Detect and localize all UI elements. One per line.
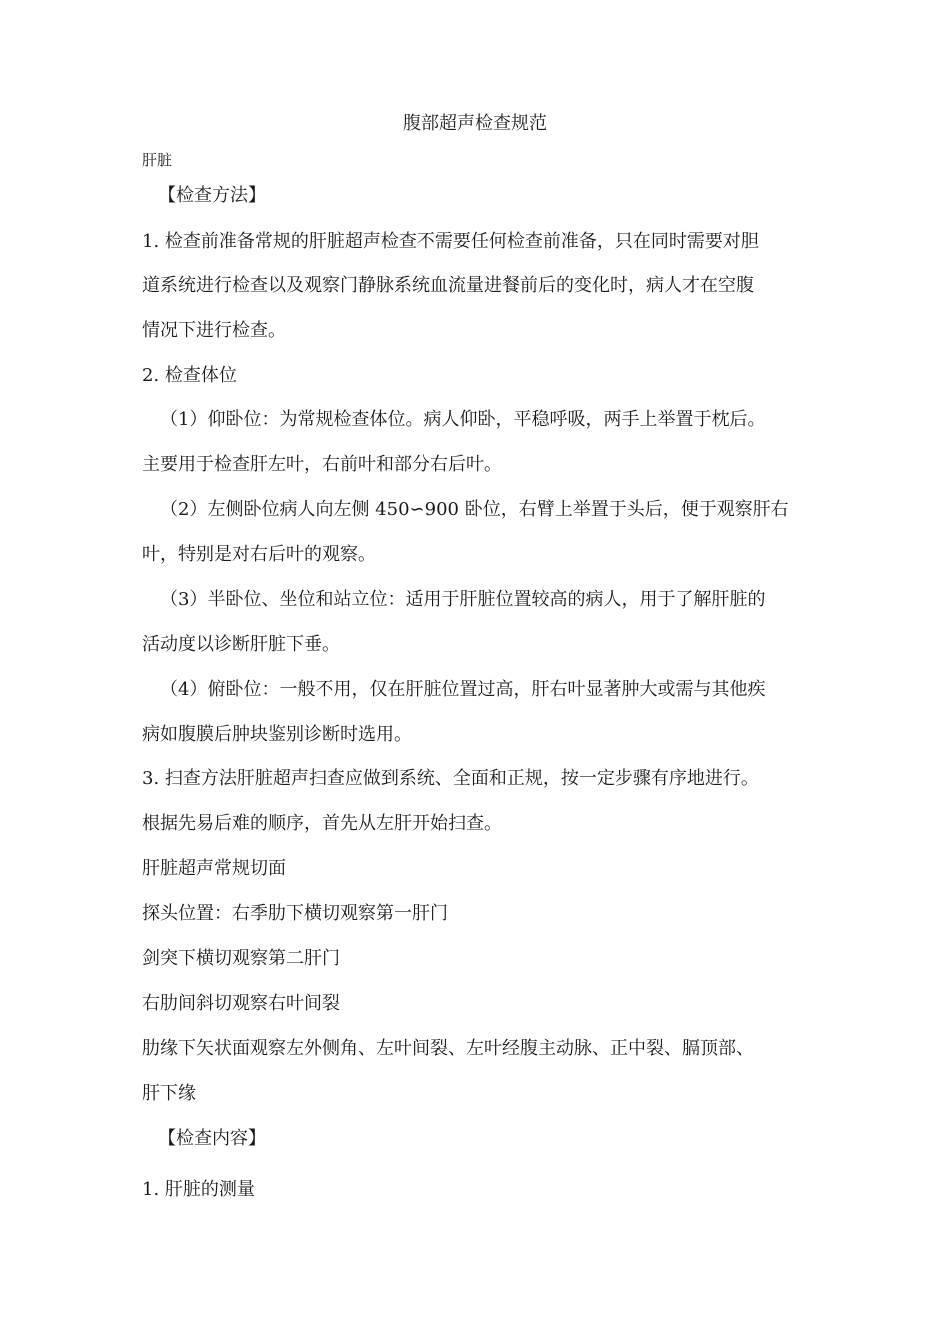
paragraph-line: 1. 检查前准备常规的肝脏超声检查不需要任何检查前准备，只在同时需要对胆 [142, 231, 759, 252]
paragraph-line: 道系统进行检查以及观察门静脉系统血流量进餐前后的变化时，病人才在空腹 [142, 275, 754, 296]
paragraph-line: 右肋间斜切观察右叶间裂 [142, 993, 340, 1014]
paragraph-line: （4）俯卧位：一般不用，仅在肝脏位置过高，肝右叶显著肿大或需与其他疾 [160, 679, 766, 700]
paragraph-line: 活动度以诊断肝脏下垂。 [142, 634, 340, 655]
paragraph-line: 肝下缘 [142, 1083, 196, 1104]
subsection-heading-content: 【检查内容】 [158, 1128, 266, 1149]
section-heading: 肝脏 [142, 151, 173, 169]
paragraph-line: 剑突下横切观察第二肝门 [142, 948, 340, 969]
paragraph-line: 肝脏超声常规切面 [142, 858, 286, 879]
paragraph-line: 根据先易后难的顺序，首先从左肝开始扫查。 [142, 813, 502, 834]
paragraph-line: （3）半卧位、坐位和站立位：适用于肝脏位置较高的病人，用于了解肝脏的 [160, 589, 766, 610]
paragraph-line: 1. 肝脏的测量 [142, 1179, 255, 1200]
paragraph-line: 情况下进行检查。 [142, 320, 286, 341]
paragraph-line: 肋缘下矢状面观察左外侧角、左叶间裂、左叶经腹主动脉、正中裂、膈顶部、 [142, 1038, 754, 1059]
paragraph-line: 3. 扫查方法肝脏超声扫查应做到系统、全面和正规，按一定步骤有序地进行。 [142, 768, 759, 789]
paragraph-line: 2. 检查体位 [142, 365, 237, 386]
paragraph-line: 叶，特别是对右后叶的观察。 [142, 544, 376, 565]
paragraph-line: 探头位置：右季肋下横切观察第一肝门 [142, 903, 448, 924]
paragraph-line: （1）仰卧位：为常规检查体位。病人仰卧，平稳呼吸，两手上举置于枕后。 [160, 409, 766, 430]
paragraph-line: （2）左侧卧位病人向左侧 450∽900 卧位，右臂上举置于头后，便于观察肝右 [160, 499, 789, 520]
subsection-heading-method: 【检查方法】 [158, 185, 266, 206]
document-title: 腹部超声检查规范 [403, 113, 547, 134]
paragraph-line: 主要用于检查肝左叶，右前叶和部分右后叶。 [142, 454, 502, 475]
paragraph-line: 病如腹膜后肿块鉴别诊断时选用。 [142, 724, 412, 745]
